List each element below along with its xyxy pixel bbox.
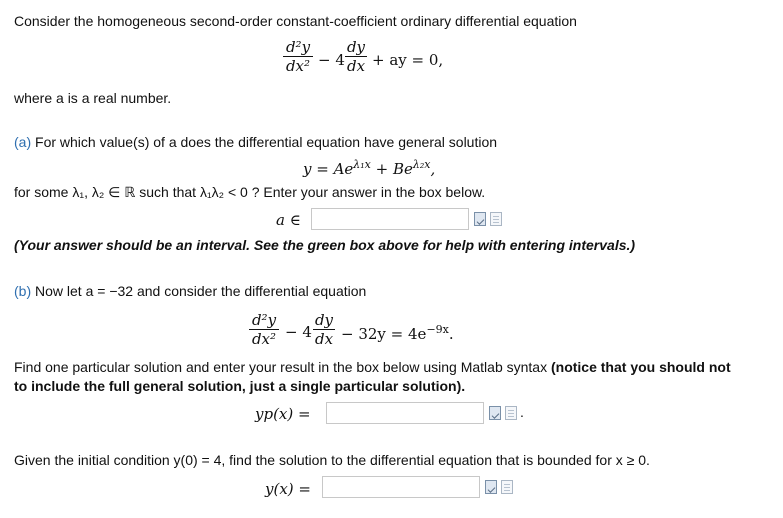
part-a-condition: for some λ₁, λ₂ ∈ ℝ such that λ₁λ₂ < 0 ? Enter your answer in the box below. [14, 184, 486, 200]
eq2-frac2-numerator: dy [314, 311, 334, 329]
answer-input-a[interactable] [311, 208, 469, 230]
eq2-frac2-denominator: dx [314, 330, 334, 348]
eq1-frac2-denominator: dx [346, 57, 366, 75]
part-b-label: (b) [14, 283, 32, 299]
answer-preview-icon[interactable] [485, 480, 497, 494]
particular-solution-input[interactable] [326, 402, 484, 424]
answer-preview-icon[interactable] [474, 212, 486, 226]
eq1-minus-4: − 4 [318, 51, 345, 69]
part-b-intro [14, 283, 366, 299]
where-text: where a is a real number. [14, 90, 172, 106]
eq2-tail: − $32y = 4e^{-9x}$. [341, 323, 454, 343]
eq1-tail: + ay = 0, [372, 51, 444, 69]
part-a-question-text: For which value(s) of a does the differential equation have general solution [35, 134, 498, 150]
eq2-frac1-numerator: d²y [251, 311, 277, 329]
yp-label: yp(x) = [255, 405, 311, 423]
eq2-frac1-denominator: dx² [251, 330, 277, 348]
help-document-icon[interactable] [505, 406, 517, 420]
initial-condition-text: Given the initial condition y(0) = 4, find the solution to the differential equation that is bounded for x ≥ 0. [14, 452, 650, 468]
part-b-instruction-line2: to include the full general solution, just a single particular solution). [14, 378, 466, 394]
part-b-instruction-line1: Find one particular solution and enter your result in the box below using Matlab syntax (notice that you should not [14, 359, 731, 375]
answer-label-a: a ∈ [276, 211, 301, 229]
eq1-frac1-numerator: d²y [285, 38, 311, 56]
eq2-minus-4: − 4 [285, 323, 312, 341]
y-label: y(x) = [265, 480, 311, 498]
part-b-intro-text: Now let a = −32 and consider the differential equation [35, 283, 367, 299]
intro-line: Consider the homogeneous second-order constant-coefficient ordinary differential equation [14, 13, 577, 29]
part-a-hint: (Your answer should be an interval. See the green box above for help with entering intervals.) [14, 237, 636, 253]
bounded-solution-input[interactable] [322, 476, 480, 498]
part-a-question [14, 134, 497, 150]
part-a-label: (a) [14, 134, 32, 150]
help-document-icon[interactable] [501, 480, 513, 494]
eq1-frac1-denominator: dx² [285, 57, 311, 75]
answer-preview-icon[interactable] [489, 406, 501, 420]
eq1-frac2-numerator: dy [346, 38, 366, 56]
general-solution: $y = Ae^{\lambda_1x} + Be^{\lambda_2x}$, [303, 158, 436, 178]
help-document-icon[interactable] [490, 212, 502, 226]
yp-trailing-dot: . [520, 404, 524, 420]
